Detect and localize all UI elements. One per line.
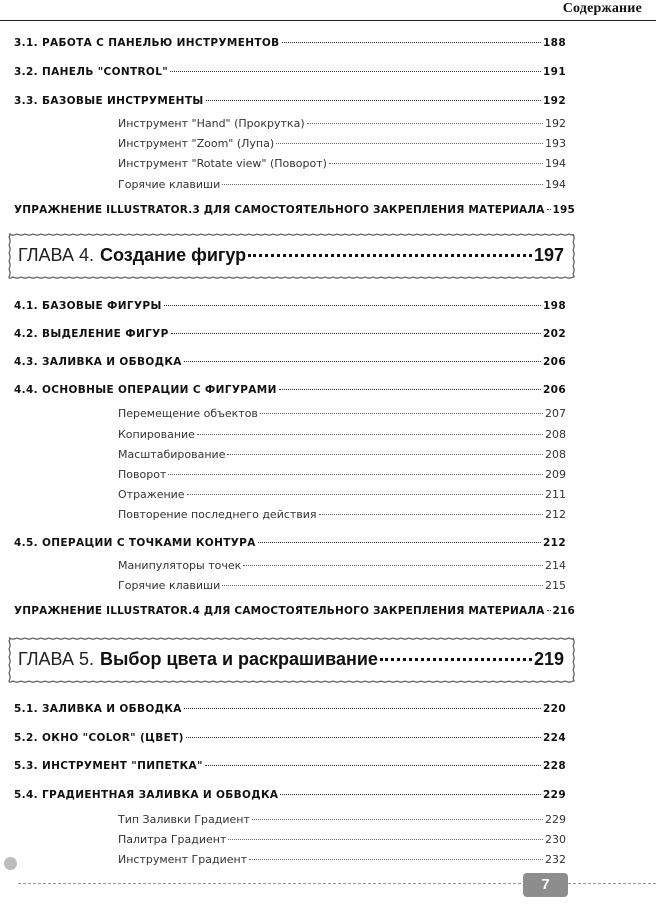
- chapter-number: ГЛАВА 5.: [18, 649, 94, 669]
- entry-page-number: 193: [545, 137, 566, 150]
- entry-page-number: 208: [545, 428, 566, 441]
- entry-page-number: 216: [552, 605, 576, 617]
- toc-sub-entry: [118, 157, 566, 170]
- entry-title: 3.1. РАБОТА С ПАНЕЛЬЮ ИНСТРУМЕНТОВ: [14, 37, 280, 49]
- entry-page-number: 229: [543, 789, 566, 801]
- dot-leader: [260, 413, 543, 414]
- entry-title: Манипуляторы точек: [118, 559, 242, 572]
- entry-page-number: 232: [545, 853, 566, 866]
- entry-page-number: 212: [545, 508, 566, 521]
- toc-sub-entry: [118, 468, 566, 481]
- entry-page-number: 229: [545, 813, 566, 826]
- dot-leader: [170, 71, 541, 72]
- entry-title: Повторение последнего действия: [118, 508, 317, 521]
- dot-leader: [280, 794, 541, 795]
- entry-page-number: 194: [545, 157, 566, 170]
- entry-title: Инструмент "Hand" (Прокрутка): [118, 117, 305, 130]
- chapter-title: Создание фигур: [99, 245, 247, 265]
- entry-title: Тип Заливки Градиент: [118, 813, 250, 826]
- toc-sub-entry: [118, 508, 566, 521]
- dot-leader: [279, 389, 541, 390]
- entry-title: 3.3. БАЗОВЫЕ ИНСТРУМЕНТЫ: [14, 95, 204, 107]
- chapter-page-number: 219: [533, 649, 564, 669]
- dot-leader: [205, 765, 541, 766]
- toc-sub-entry: [118, 137, 566, 150]
- entry-page-number: 192: [543, 95, 566, 107]
- entry-page-number: 192: [545, 117, 566, 130]
- entry-title: Палитра Градиент: [118, 833, 227, 846]
- entry-title: 4.4. ОСНОВНЫЕ ОПЕРАЦИИ С ФИГУРАМИ: [14, 384, 277, 396]
- toc-section-entry: [14, 384, 566, 396]
- entry-page-number: 191: [543, 66, 566, 78]
- entry-page-number: 194: [545, 178, 566, 191]
- toc-sub-entry: [118, 559, 566, 572]
- entry-title: 4.5. ОПЕРАЦИИ С ТОЧКАМИ КОНТУРА: [14, 537, 256, 549]
- toc-section-entry: [14, 789, 566, 801]
- toc-section-entry: [14, 703, 566, 715]
- entry-page-number: 212: [543, 537, 566, 549]
- dot-leader: [227, 454, 543, 455]
- entry-title: Копирование: [118, 428, 195, 441]
- dot-leader: [187, 494, 543, 495]
- dot-leader: [184, 361, 541, 362]
- entry-title: Масштабирование: [118, 448, 226, 461]
- entry-title: Горячие клавиши: [118, 579, 221, 592]
- toc-section-entry: [14, 37, 566, 49]
- chapter-heading: [8, 233, 575, 279]
- running-header-title: Содержание: [562, 1, 642, 16]
- entry-title: 4.3. ЗАЛИВКА И ОБВОДКА: [14, 356, 182, 368]
- dot-leader: [222, 585, 543, 586]
- entry-page-number: 228: [543, 760, 566, 772]
- toc-sub-entry: [118, 853, 566, 866]
- chapter-number: ГЛАВА 4.: [18, 245, 94, 265]
- header-rule: [0, 20, 656, 21]
- toc-sub-entry: [118, 448, 566, 461]
- toc-section-entry: [14, 95, 566, 107]
- entry-page-number: 211: [545, 488, 566, 501]
- toc-sub-entry: [118, 407, 566, 420]
- toc-section-entry: [14, 328, 566, 340]
- dot-leader: [380, 658, 532, 661]
- entry-title: 5.2. ОКНО "COLOR" (ЦВЕТ): [14, 732, 184, 744]
- entry-title: 4.2. ВЫДЕЛЕНИЕ ФИГУР: [14, 328, 169, 340]
- dot-leader: [249, 859, 543, 860]
- entry-title: Поворот: [118, 468, 167, 481]
- entry-page-number: 188: [543, 37, 566, 49]
- toc-sub-entry: [118, 833, 566, 846]
- toc-section-entry: [14, 732, 566, 744]
- dot-leader: [329, 163, 543, 164]
- chapter-row: [18, 649, 564, 670]
- entry-page-number: 198: [543, 300, 566, 312]
- toc-sub-entry: [118, 178, 566, 191]
- dot-leader: [184, 708, 541, 709]
- entry-page-number: 195: [552, 204, 576, 216]
- dot-leader: [307, 123, 543, 124]
- chapter-heading: [8, 637, 575, 683]
- dot-leader: [547, 209, 551, 210]
- entry-page-number: 208: [545, 448, 566, 461]
- toc-section-entry: [14, 537, 566, 549]
- chapter-title: Выбор цвета и раскрашивание: [99, 649, 378, 669]
- chapter-page-number: 197: [533, 245, 564, 265]
- dot-leader: [258, 542, 541, 543]
- entry-title: 5.3. ИНСТРУМЕНТ "ПИПЕТКА": [14, 760, 203, 772]
- entry-title: 4.1. БАЗОВЫЕ ФИГУРЫ: [14, 300, 162, 312]
- entry-page-number: 206: [543, 356, 566, 368]
- entry-page-number: 209: [545, 468, 566, 481]
- entry-title: 5.4. ГРАДИЕНТНАЯ ЗАЛИВКА И ОБВОДКА: [14, 789, 279, 801]
- dot-leader: [252, 819, 543, 820]
- dot-leader: [228, 839, 543, 840]
- toc-sub-entry: [118, 117, 566, 130]
- entry-title: Инструмент "Zoom" (Лупа): [118, 137, 275, 150]
- dot-leader: [206, 100, 541, 101]
- toc-section-entry: [14, 760, 566, 772]
- toc-section-entry: [14, 300, 566, 312]
- dot-leader: [222, 184, 543, 185]
- chapter-row: [18, 245, 564, 266]
- footer-bullet-icon: [4, 857, 17, 870]
- entry-page-number: 202: [543, 328, 566, 340]
- entry-title: Инструмент Градиент: [118, 853, 248, 866]
- dot-leader: [168, 474, 543, 475]
- entry-title: 3.2. ПАНЕЛЬ "CONTROL": [14, 66, 169, 78]
- entry-page-number: 206: [543, 384, 566, 396]
- entry-page-number: 214: [545, 559, 566, 572]
- dot-leader: [171, 333, 541, 334]
- entry-title: Отражение: [118, 488, 185, 501]
- page-number-tab: 7: [523, 873, 568, 897]
- dot-leader: [243, 565, 543, 566]
- dot-leader: [547, 610, 551, 611]
- dot-leader: [248, 254, 532, 257]
- toc-section-entry: [14, 66, 566, 78]
- dot-leader: [319, 514, 543, 515]
- entry-page-number: 215: [545, 579, 566, 592]
- entry-title: УПРАЖНЕНИЕ ILLUSTRATOR.3 ДЛЯ САМОСТОЯТЕЛЬНОГО ЗАКРЕПЛЕНИЯ МАТЕРИАЛА: [14, 204, 545, 216]
- entry-title: Перемещение объектов: [118, 407, 258, 420]
- dot-leader: [276, 143, 543, 144]
- toc-sub-entry: [118, 813, 566, 826]
- dot-leader: [186, 737, 541, 738]
- toc-exercise-entry: [14, 605, 576, 617]
- dot-leader: [164, 305, 541, 306]
- entry-page-number: 220: [543, 703, 566, 715]
- toc-sub-entry: [118, 579, 566, 592]
- entry-title: Горячие клавиши: [118, 178, 221, 191]
- entry-page-number: 207: [545, 407, 566, 420]
- entry-title: УПРАЖНЕНИЕ ILLUSTRATOR.4 ДЛЯ САМОСТОЯТЕЛЬНОГО ЗАКРЕПЛЕНИЯ МАТЕРИАЛА: [14, 605, 545, 617]
- entry-page-number: 230: [545, 833, 566, 846]
- dot-leader: [282, 42, 542, 43]
- toc-sub-entry: [118, 488, 566, 501]
- toc-exercise-entry: [14, 204, 576, 216]
- toc-section-entry: [14, 356, 566, 368]
- entry-title: Инструмент "Rotate view" (Поворот): [118, 157, 327, 170]
- entry-page-number: 224: [543, 732, 566, 744]
- dot-leader: [197, 434, 543, 435]
- toc-sub-entry: [118, 428, 566, 441]
- entry-title: 5.1. ЗАЛИВКА И ОБВОДКА: [14, 703, 182, 715]
